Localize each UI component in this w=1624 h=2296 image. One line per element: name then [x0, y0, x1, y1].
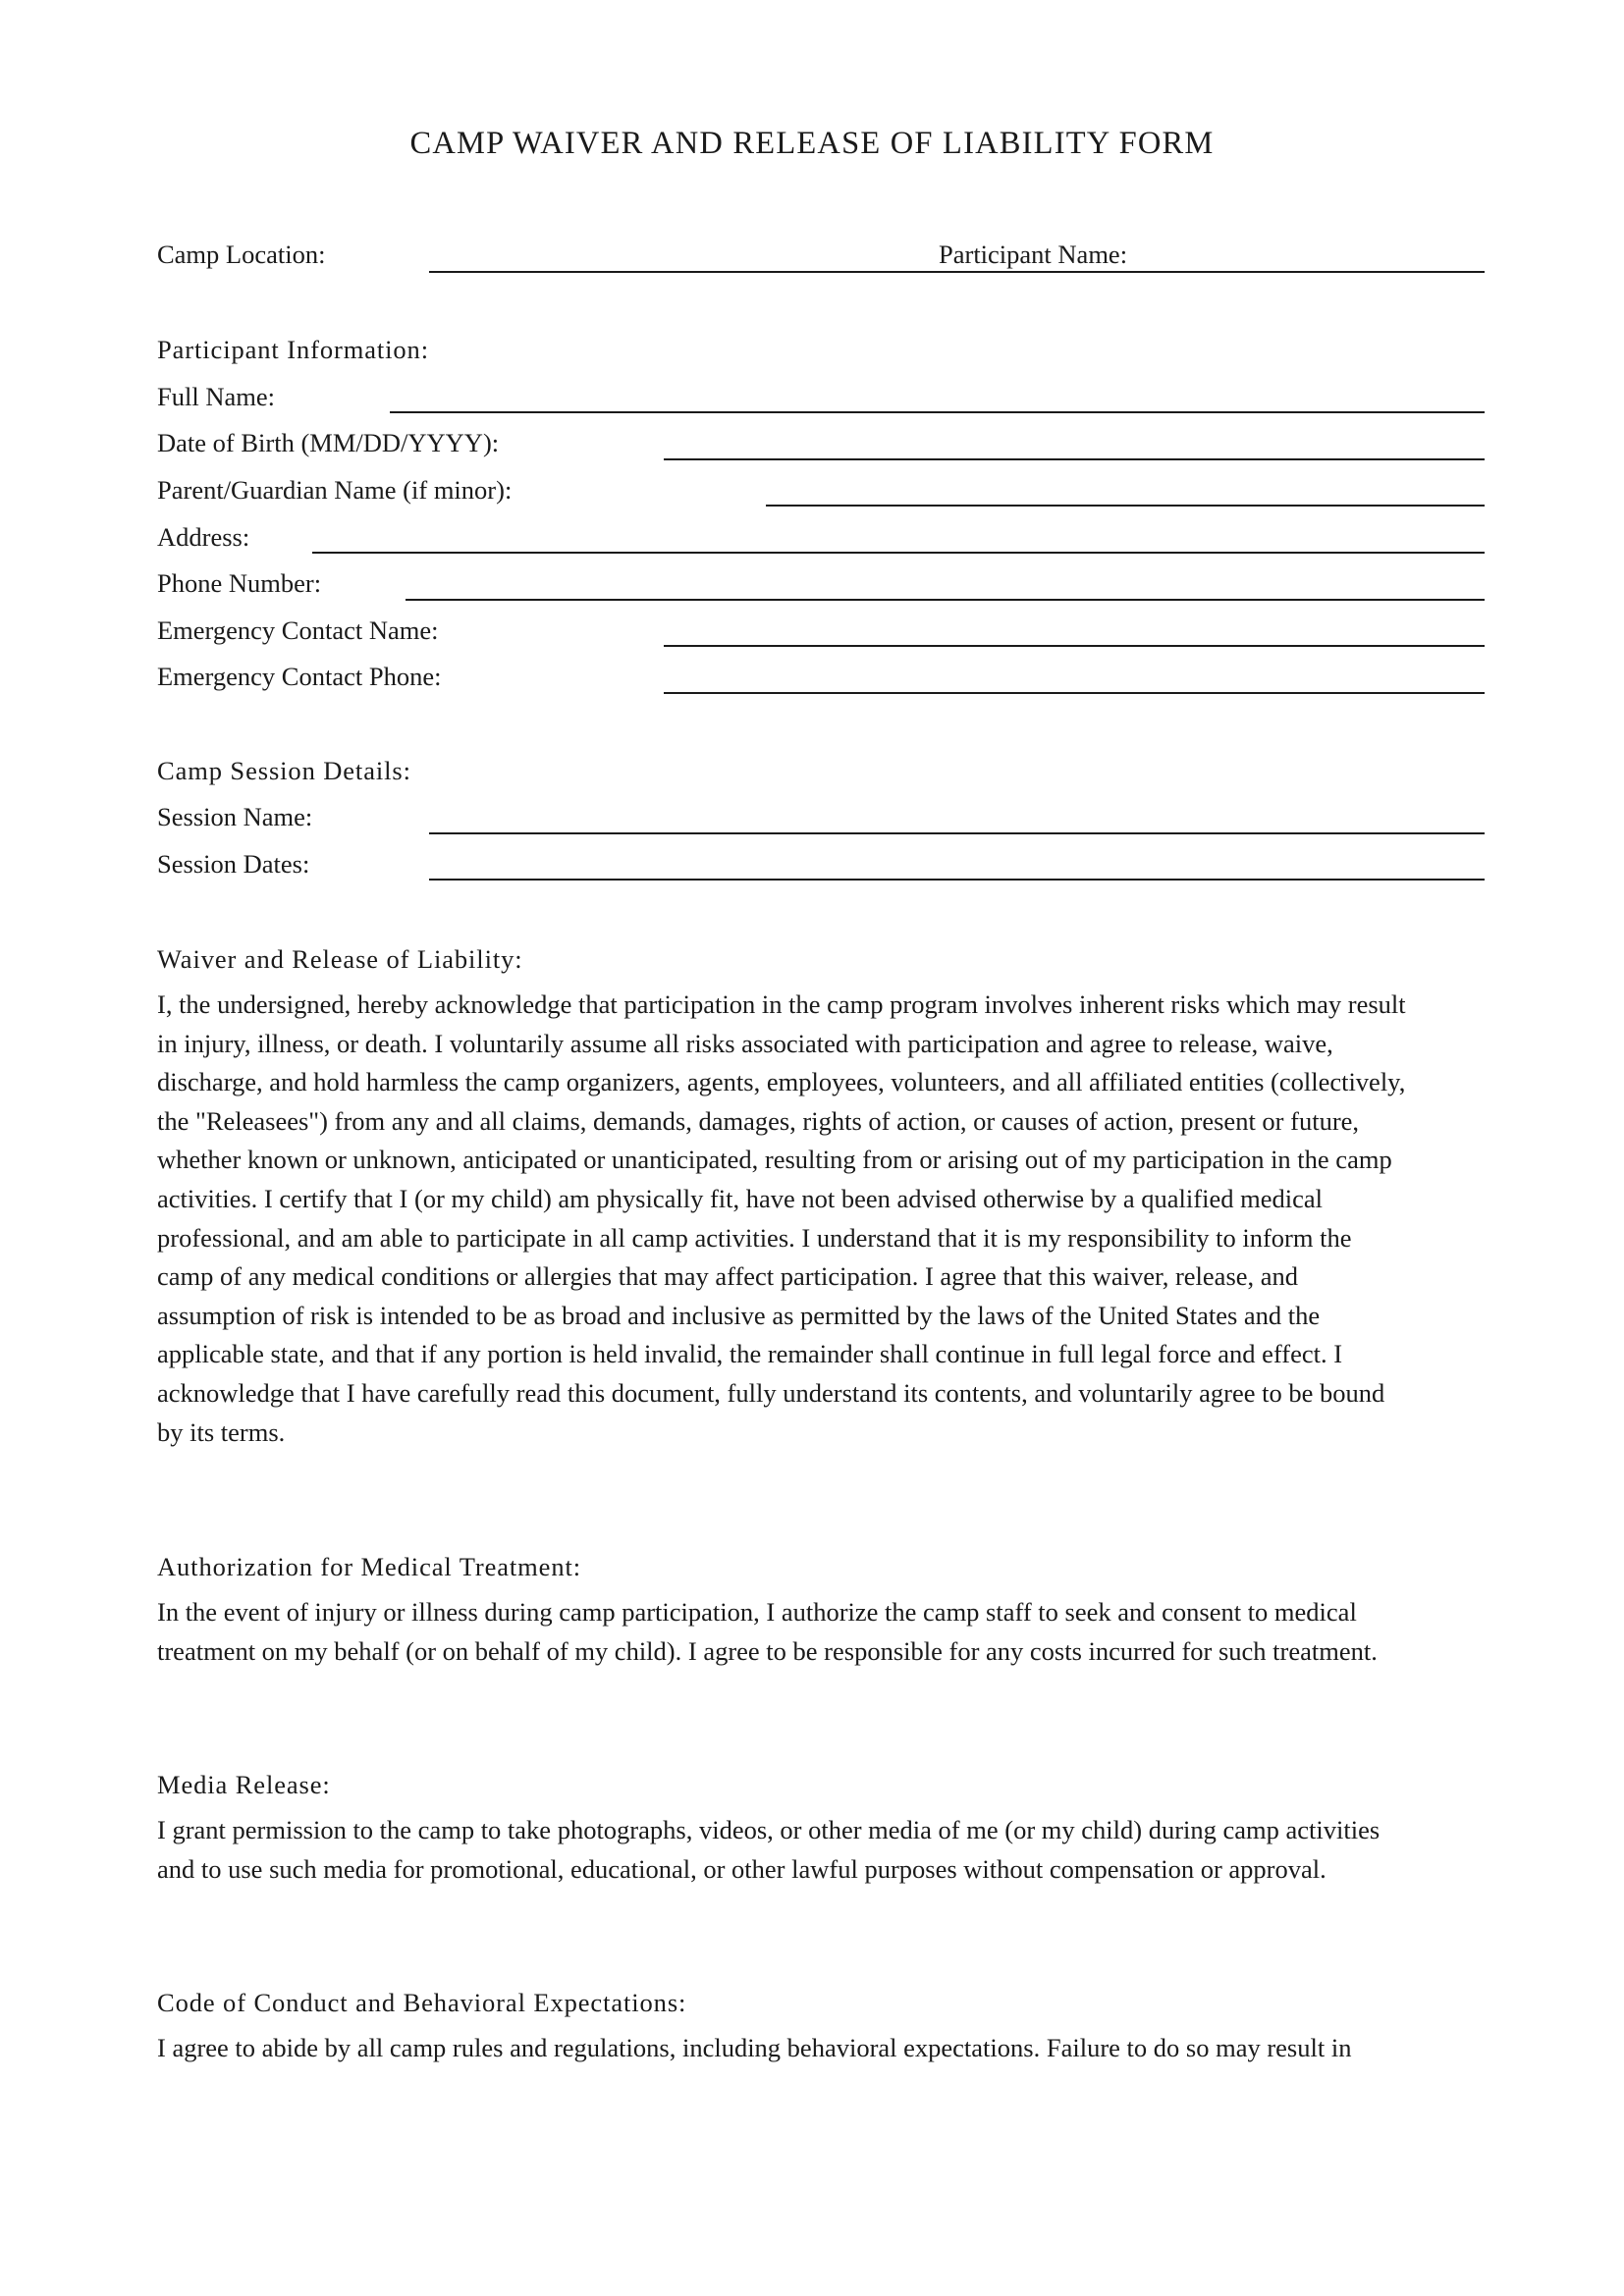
form-title: CAMP WAIVER AND RELEASE OF LIABILITY FORM — [409, 126, 1215, 161]
camp-location-field[interactable] — [429, 271, 1485, 273]
emergency-contact-name-field[interactable] — [664, 645, 1485, 647]
waiver-line: acknowledge that I have carefully read this document, fully understand its contents, and voluntarily agree to be bound — [157, 1377, 1385, 1408]
waiver-line: activities. I certify that I (or my child) am physically fit, have not been advised otherwise by a qualified medical — [157, 1183, 1323, 1213]
session-name-label: Session Name: — [157, 802, 313, 831]
emergency-contact-phone-field[interactable] — [664, 692, 1485, 694]
media-heading: Media Release: — [157, 1770, 331, 1799]
media-paragraph — [157, 1811, 1492, 1889]
date-of-birth-field[interactable] — [664, 458, 1485, 460]
full-name-field[interactable] — [390, 411, 1485, 413]
emergency-contact-phone-label: Emergency Contact Phone: — [157, 662, 442, 691]
emergency-contact-name-label: Emergency Contact Name: — [157, 615, 439, 645]
waiver-line: camp of any medical conditions or allergies that may affect participation. I agree that this waiver, release, and — [157, 1261, 1299, 1292]
medical-paragraph — [157, 1593, 1492, 1671]
waiver-line: professional, and am able to participate in all camp activities. I understand that it is my responsibility to inform the — [157, 1222, 1352, 1253]
participant-info-heading: Participant Information: — [157, 335, 429, 364]
session-details-heading: Camp Session Details: — [157, 756, 411, 785]
address-label: Address: — [157, 522, 250, 552]
waiver-paragraph — [157, 986, 1492, 1452]
conduct-heading: Code of Conduct and Behavioral Expectations: — [157, 1988, 687, 2017]
waiver-line: in injury, illness, or death. I voluntarily assume all risks associated with participation and agree to release, waive, — [157, 1028, 1333, 1058]
session-dates-field[interactable] — [429, 879, 1485, 881]
conduct-paragraph — [157, 2029, 1492, 2068]
parent-guardian-label: Parent/Guardian Name (if minor): — [157, 475, 513, 505]
waiver-line: whether known or unknown, anticipated or unanticipated, resulting from or arising out of my participation in the camp — [157, 1145, 1392, 1175]
session-name-field[interactable] — [429, 832, 1485, 834]
waiver-line: by its terms. — [157, 1416, 286, 1447]
date-of-birth-label: Date of Birth (MM/DD/YYYY): — [157, 428, 500, 457]
conduct-line: I agree to abide by all camp rules and regulations, including behavioral expectations. Failure to do so may result in — [157, 2033, 1352, 2062]
address-field[interactable] — [312, 552, 1485, 554]
parent-guardian-field[interactable] — [766, 505, 1485, 507]
waiver-line: assumption of risk is intended to be as broad and inclusive as permitted by the laws of the United States and the — [157, 1300, 1321, 1330]
medical-heading: Authorization for Medical Treatment: — [157, 1552, 582, 1581]
phone-number-field[interactable] — [406, 599, 1485, 601]
session-dates-label: Session Dates: — [157, 849, 310, 879]
medical-line: In the event of injury or illness during camp participation, I authorize the camp staff to seek and consent to medical — [157, 1597, 1357, 1627]
waiver-line: the "Releasees") from any and all claims, demands, damages, rights of action, or causes of action, present or future, — [157, 1105, 1360, 1136]
full-name-label: Full Name: — [157, 382, 275, 411]
phone-number-label: Phone Number: — [157, 568, 322, 598]
waiver-line: discharge, and hold harmless the camp organizers, agents, employees, volunteers, and all affiliated entities (collectively, — [157, 1067, 1406, 1097]
waiver-line: I, the undersigned, hereby acknowledge that participation in the camp program involves inherent risks which may result — [157, 989, 1406, 1019]
medical-line: treatment on my behalf (or on behalf of my child). I agree to be responsible for any costs incurred for such treatment. — [157, 1635, 1378, 1666]
waiver-heading: Waiver and Release of Liability: — [157, 944, 523, 974]
waiver-line: applicable state, and that if any portion is held invalid, the remainder shall continue in full legal force and effect. I — [157, 1339, 1343, 1369]
camp-location-label: Camp Location: — [157, 240, 326, 269]
media-line: I grant permission to the camp to take photographs, videos, or other media of me (or my child) during camp activities — [157, 1815, 1380, 1844]
participant-name-label: Participant Name: — [939, 240, 1128, 269]
media-line: and to use such media for promotional, educational, or other lawful purposes without compensation or approval. — [157, 1853, 1326, 1884]
